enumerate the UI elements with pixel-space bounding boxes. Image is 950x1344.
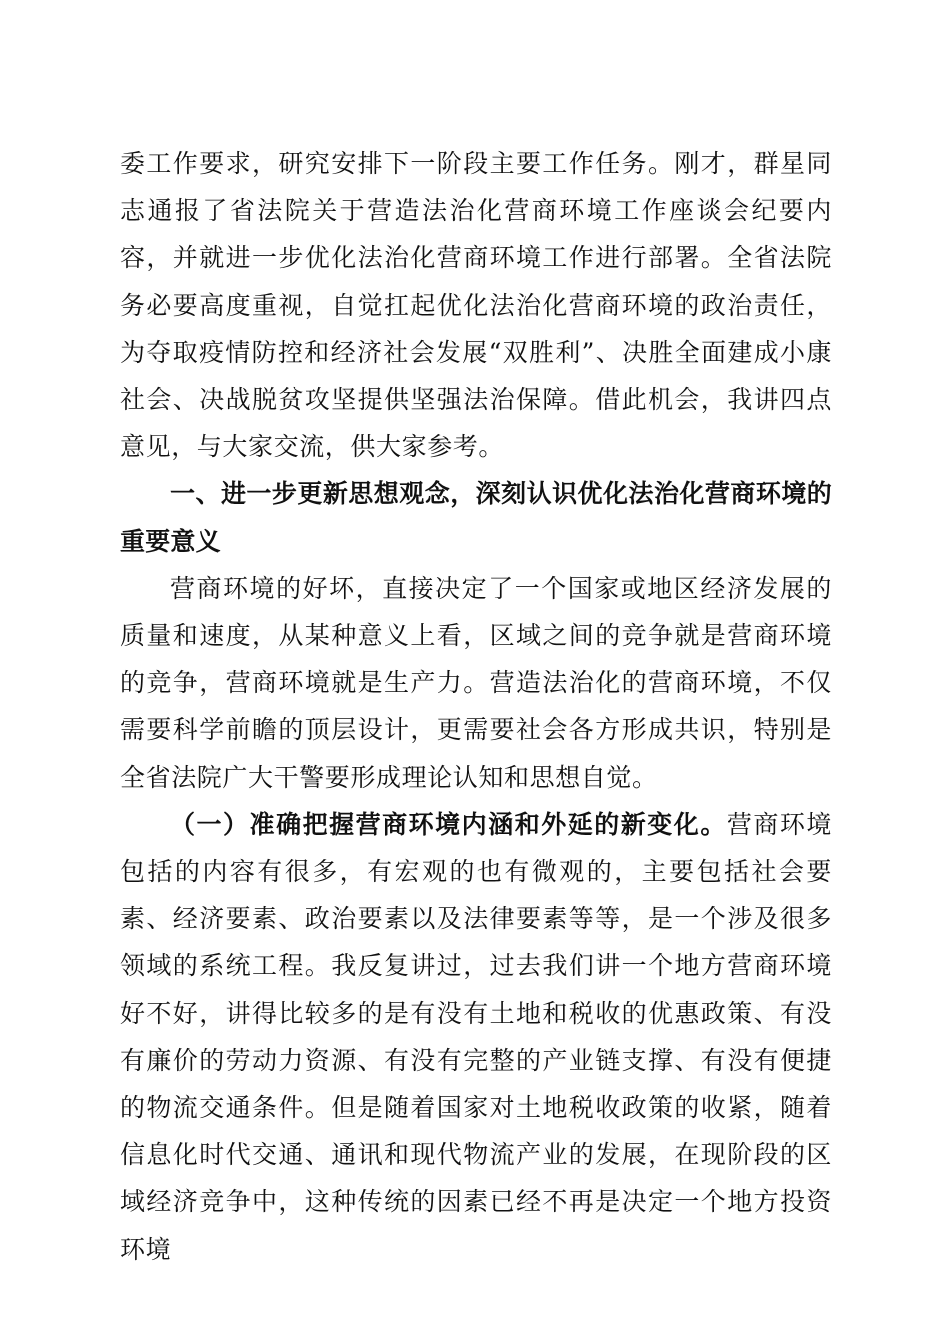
body-paragraph-continued: 委工作要求，研究安排下一阶段主要工作任务。刚才，群星同志通报了省法院关于营造法治化营商环境工作座谈会纪要内容，并就进一步优化法治化营商环境工作进行部署。全省法院务必要高度重视，自觉扛起优化法治化营商环境的政治责任，为夺取疫情防控和经济社会发展“双胜利”、决胜全面建成小康社会、决战脱贫攻坚提供坚强法治保障。借此机会，我讲四点意见，与大家交流，供大家参考。: [120, 149, 832, 462]
subsection-heading-1: （一）准确把握营商环境内涵和外延的新变化。: [170, 809, 727, 839]
body-paragraph-2: 营商环境的好坏，直接决定了一个国家或地区经济发展的质量和速度，从某种意义上看，区域之间的竞争就是营商环境的竞争，营商环境就是生产力。营造法治化的营商环境，不仅需要科学前瞻的顶层设计，更需要社会各方形成共识，特别是全省法院广大干警要形成理论认知和思想自觉。: [120, 573, 832, 792]
section-heading-1: 一、进一步更新思想观念，深刻认识优化法治化营商环境的重要意义: [120, 479, 832, 556]
body-paragraph-3: [120, 801, 832, 1273]
subsection-body-1: 营商环境包括的内容有很多，有宏观的也有微观的，主要包括社会要素、经济要素、政治要素以及法律要素等等，是一个涉及很多领域的系统工程。我反复讲过，过去我们讲一个地方营商环境好不好，讲得比较多的是有没有土地和税收的优惠政策、有没有廉价的劳动力资源、有没有完整的产业链支撑、有没有便捷的物流交通条件。但是随着国家对土地税收政策的收紧，随着信息化时代交通、通讯和现代物流产业的发展，在现阶段的区域经济竞争中，这种传统的因素已经不再是决定一个地方投资环境: [120, 809, 832, 1264]
document-body: [120, 140, 832, 1273]
